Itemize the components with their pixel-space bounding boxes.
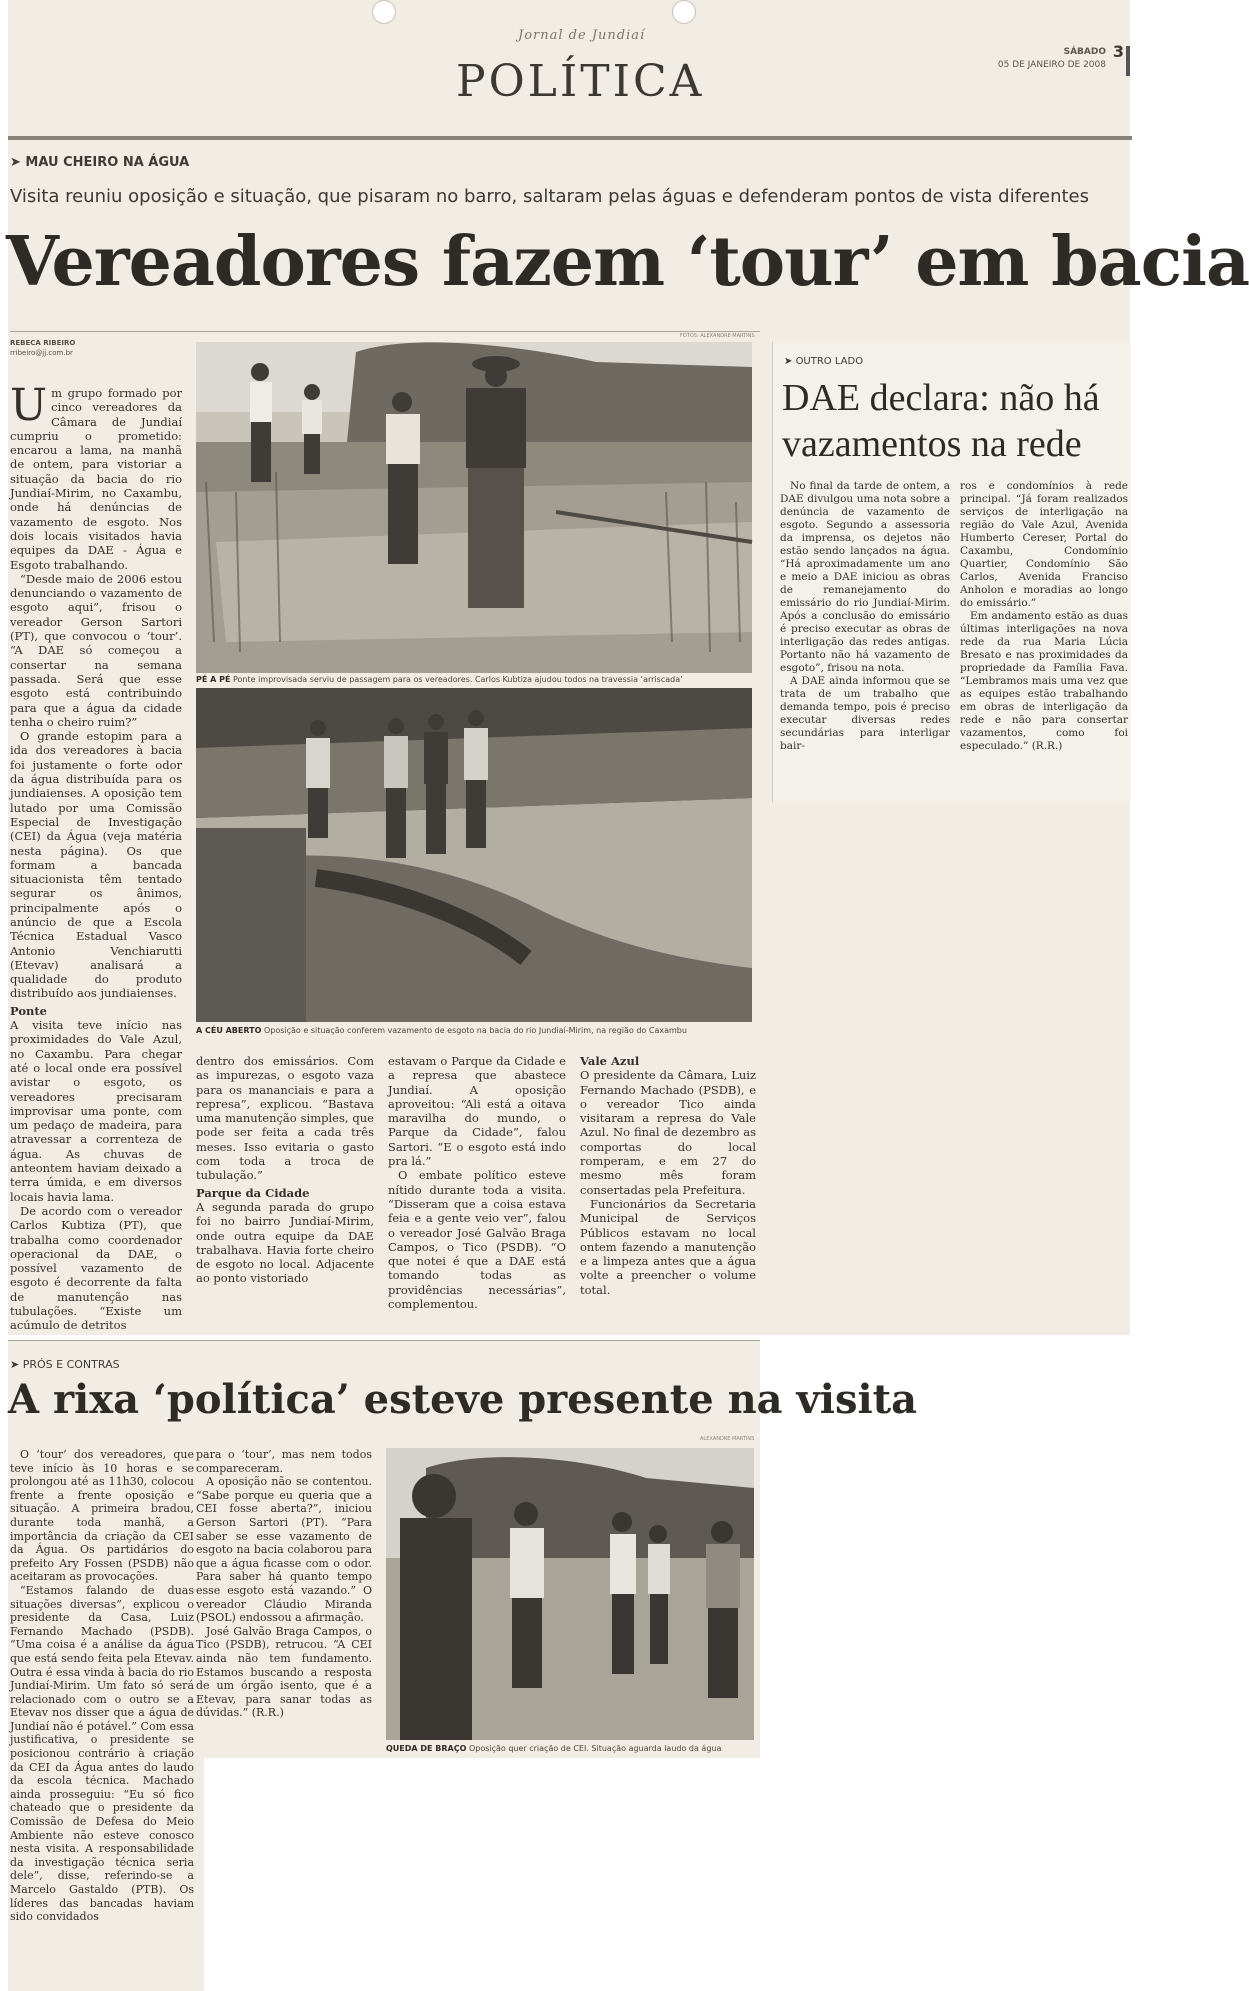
photo-image	[386, 1448, 754, 1740]
author-name: REBECA RIBEIRO	[10, 339, 76, 347]
photo-image	[196, 688, 752, 1022]
main-column-4	[580, 1054, 756, 1318]
paragraph: Um grupo formado por cinco vereadores da Câmara de Jundiaí cumpriu o prometido: encarou a lama, na manhã de ontem, para vistoriar a situação da bacia do rio Jundiaí-Mirim, no Caxambu, onde há denúncias de vazamento de esgoto. Nos dois locais visitados havia equipes da DAE - Água e Esgoto trabalhando.	[10, 380, 182, 572]
main-kicker-label: MAU CHEIRO NA ÁGUA	[25, 155, 190, 170]
photo-caption	[196, 675, 752, 684]
subhead-ponte: Ponte	[10, 1003, 47, 1018]
top-rule	[8, 136, 1132, 140]
paragraph: No final da tarde de ontem, a DAE divulgou uma nota sobre a denúncia de vazamento de esgoto. Segundo a assessoria da imprensa, os dejetos não estão sendo lançados na água. “Há aproximadamente um ano e meio a DAE iniciou as obras de remanejamento do emissário do rio Jundiaí-Mirim. Após a conclusão do emissário é preciso executar as obras de interligação das redes antigas. Portanto não há vazamento de esgoto”, frisou na nota.	[780, 480, 950, 674]
divider	[8, 1340, 760, 1341]
paragraph: estavam o Parque da Cidade e a represa que abastece Jundiaí. A oposição aproveitou: “Ali está a oitava maravilha do mundo, o Parque da Cidade”, falou Sartori. “E o esgoto está indo pra lá.”	[388, 1054, 566, 1169]
caption-text: Ponte improvisada serviu de passagem para os vereadores. Carlos Kubtiza ajudou todos na travessia ‘arriscada’	[232, 675, 683, 684]
subhead-vale-azul: Vale Azul	[580, 1054, 640, 1068]
newspaper-logo: Jornal de Jundiaí	[518, 28, 646, 43]
caption-label: QUEDA DE BRAÇO	[386, 1744, 467, 1753]
arrow-right-icon: ➤	[10, 155, 26, 170]
photo-image	[196, 342, 752, 673]
date: 05 DE JANEIRO DE 2008	[997, 60, 1106, 70]
paragraph: “Desde maio de 2006 estou denunciando o vazamento de esgoto aqui”, frisou o vereador Gerson Sartori (PT), que convocou o ‘tour’. “A DAE só começou a consertar na semana passada. Será que esse esgoto está contribuindo para que a água da cidade tenha o cheiro ruim?”	[10, 571, 182, 729]
paragraph: A DAE ainda informou que se trata de um trabalho que demanda tempo, pois é preciso executar diversas redes secundárias para interligar bair-	[780, 675, 950, 752]
paragraph: Funcionários da Secretaria Municipal de Serviços Públicos estavam no local ontem fazendo a manutenção e a limpeza antes que a água volte a preencher o volume total.	[580, 1196, 756, 1297]
byline	[10, 338, 75, 358]
binder-hole	[372, 0, 396, 24]
paragraph: “Estamos falando de duas situações diversas”, explicou o presidente da Casa, Luiz Fernando Machado (PSDB). “Uma coisa é a análise da água que está sendo feita pela Etevav. Outra é essa vinda à bacia do rio Jundiaí-Mirim. Um fato só será relacionado com o outro se a Etevav nos disser que a água de Jundiaí não é potável.” Com essa justificativa, o presidente se posicionou contrário à criação da CEI da Água antes do laudo da escola técnica. Machado ainda prosseguiu: “Eu só fico chateado que o presidente da Comissão de Defesa do Meio Ambiente não esteve conosco nesta visita. A responsabilidade da investigação técnica seria dele”, disse, referindo-se a Marcelo Gastaldo (PTB). Os líderes das bancadas haviam sido convidados	[10, 1583, 194, 1924]
paragraph: O ‘tour’ dos vereadores, que teve início às 10 horas e se prolongou até as 11h30, colocou frente a frente oposição e situação. A primeira bradou, durante toda manhã, a importância da criação da CEI da Água. Os partidários do prefeito Ary Fossen (PSDB) não aceitaram as provocações.	[10, 1448, 194, 1584]
caption-label: A CÉU ABERTO	[196, 1026, 262, 1035]
author-email: rribeiro@jj.com.br	[10, 349, 73, 357]
main-column-1	[10, 380, 182, 1333]
side-kicker	[784, 356, 863, 367]
caption-text: Oposição e situação conferem vazamento de esgoto na bacia do rio Jundiaí-Mirim, na região do Caxambu	[263, 1026, 687, 1035]
side-kicker-label: OUTRO LADO	[795, 356, 864, 367]
second-column-2	[196, 1448, 372, 1748]
photo-caption	[386, 1744, 754, 1753]
main-column-2	[196, 1054, 374, 1318]
photo-arm-wrestling	[386, 1448, 754, 1740]
paragraph: O grande estopim para a ida dos vereadores à bacia foi justamente o forte odor da água distribuída para os jundiaienses. A oposição tem lutado por uma Comissão Especial de Investigação (CEI) da Água (veja matéria nesta página). Os que formam a bancada situacionista têm tentado segurar os ânimos, principalmente após o anúncio de que a Escola Técnica Estadual Vasco Antonio Venchiarutti (Etevav) analisará a qualidade do produto distribuído aos jundiaienses.	[10, 729, 182, 1001]
main-subhead: Visita reuniu oposição e situação, que pisaram no barro, saltaram pelas águas e defenderam pontos de vista diferentes	[10, 186, 1089, 207]
second-headline: A rixa ‘política’ esteve presente na visita	[8, 1376, 918, 1423]
weekday: SÁBADO	[1063, 47, 1106, 57]
paragraph: A segunda parada do grupo foi no bairro Jundiaí-Mirim, onde outra equipe da DAE trabalhava. Havia forte cheiro de esgoto no local. Adjacente ao ponto vistoriado	[196, 1199, 374, 1286]
paragraph: O embate político esteve nítido durante toda a visita. “Disseram que a coisa estava feia e a gente veio ver”, falou o vereador José Galvão Braga Campos, o Tico (PSDB). “O que notei é que a DAE está tomando todas as providências necessárias”, complementou.	[388, 1168, 566, 1312]
paragraph: José Galvão Braga Campos, o Tico (PSDB), retrucou. “A CEI ainda não tem fundamento. Estamos buscando a resposta de um órgão isento, que é a Etevav, para sanar todas as dúvidas.” (R.R.)	[196, 1624, 372, 1720]
side-column-1	[780, 480, 950, 796]
photo-open-sewage	[196, 688, 752, 1022]
main-headline: Vereadores fazem ‘tour’ em bacia	[6, 222, 1249, 302]
main-column-3	[388, 1054, 566, 1318]
paragraph: A visita teve início nas proximidades do Vale Azul, no Caxambu. Para chegar até o local onde era possível avistar o esgoto, os vereadores precisaram improvisar uma ponte, com um pedaço de madeira, para atravessar a correnteza de água. As chuvas de anteontem haviam deixado a terra úmida, e em diversos locais havia lama.	[10, 1018, 182, 1204]
paragraph: Em andamento estão as duas últimas interligações na nova rede da rua Maria Lúcia Bresato e nas proximidades da propriedade da Família Fava. “Lembramos mais uma vez que as equipes estão trabalhando em obras de interligação da rede e não para consertar vazamentos, como foi especulado.” (R.R.)	[960, 610, 1128, 752]
photo-credit: ALEXANDRE MARTINS	[700, 1436, 755, 1442]
paragraph: De acordo com o vereador Carlos Kubtiza (PT), que trabalha como coordenador operacional da DAE, o possível vazamento de esgoto é decorrente da falta de manutenção nas tubulações. “Existe um acúmulo de detritos	[10, 1203, 182, 1333]
paragraph: A oposição não se contentou. “Sabe porque eu queria que a CEI fosse aberta?”, iniciou Gerson Sartori (PT). “Para saber se esse vazamento de esgoto na bacia colaborou para que a água ficasse com o odor. Para saber há quanto tempo esse esgoto está vazando.” O vereador Cláudio Miranda (PSOL) endossou a afirmação.	[196, 1475, 372, 1625]
paragraph: ros e condomínios à rede principal. “Já foram realizados serviços de interligação na região do Vale Azul, Avenida Humberto Cereser, Portal do Caxambu, Condomínio Quartier, Condomínio São Carlos, Avenida Franciso Anholon e moradias ao longo do emissário.”	[960, 480, 1128, 609]
binder-hole	[672, 0, 696, 24]
side-column-2	[960, 480, 1128, 796]
caption-text: Oposição quer criação de CEI. Situação aguarda laudo da água	[468, 1744, 722, 1753]
page-number-bar	[1126, 46, 1130, 76]
drop-cap: U	[10, 380, 48, 431]
divider	[10, 331, 760, 332]
photo-credit: FOTOS: ALEXANDRE MARTINS	[680, 333, 755, 339]
second-column-1	[10, 1448, 194, 1986]
caption-label: PÉ A PÉ	[196, 675, 231, 684]
page-number: 3	[1112, 42, 1124, 61]
side-headline: DAE declara: não há vazamentos na rede	[782, 377, 1100, 465]
subhead-parque: Parque da Cidade	[196, 1185, 310, 1200]
date-block	[998, 46, 1106, 72]
arrow-right-icon: ➤	[10, 1358, 23, 1371]
section-title: POLÍTICA	[456, 56, 705, 107]
main-kicker	[10, 155, 189, 170]
photo-bridge-crossing	[196, 342, 752, 673]
arrow-right-icon: ➤	[784, 356, 796, 367]
second-kicker-label: PRÓS E CONTRAS	[22, 1358, 120, 1371]
second-kicker	[10, 1358, 120, 1371]
paragraph: dentro dos emissários. Com as impurezas, o esgoto vaza para os mananciais e para a represa”, explicou. “Bastava uma manutenção simples, que pode ser feita a cada três meses. Isso evitaria o gasto com toda a troca de tubulação.”	[196, 1054, 374, 1183]
paragraph: O presidente da Câmara, Luiz Fernando Machado (PSDB), e o vereador Tico ainda visitaram a represa do Vale Azul. No final de dezembro as comportas do local romperam, e em 27 do mesmo mês foram consertadas pela Prefeitura.	[580, 1068, 756, 1197]
photo-caption	[196, 1026, 752, 1035]
paragraph: para o ‘tour’, mas nem todos compareceram.	[196, 1448, 372, 1475]
